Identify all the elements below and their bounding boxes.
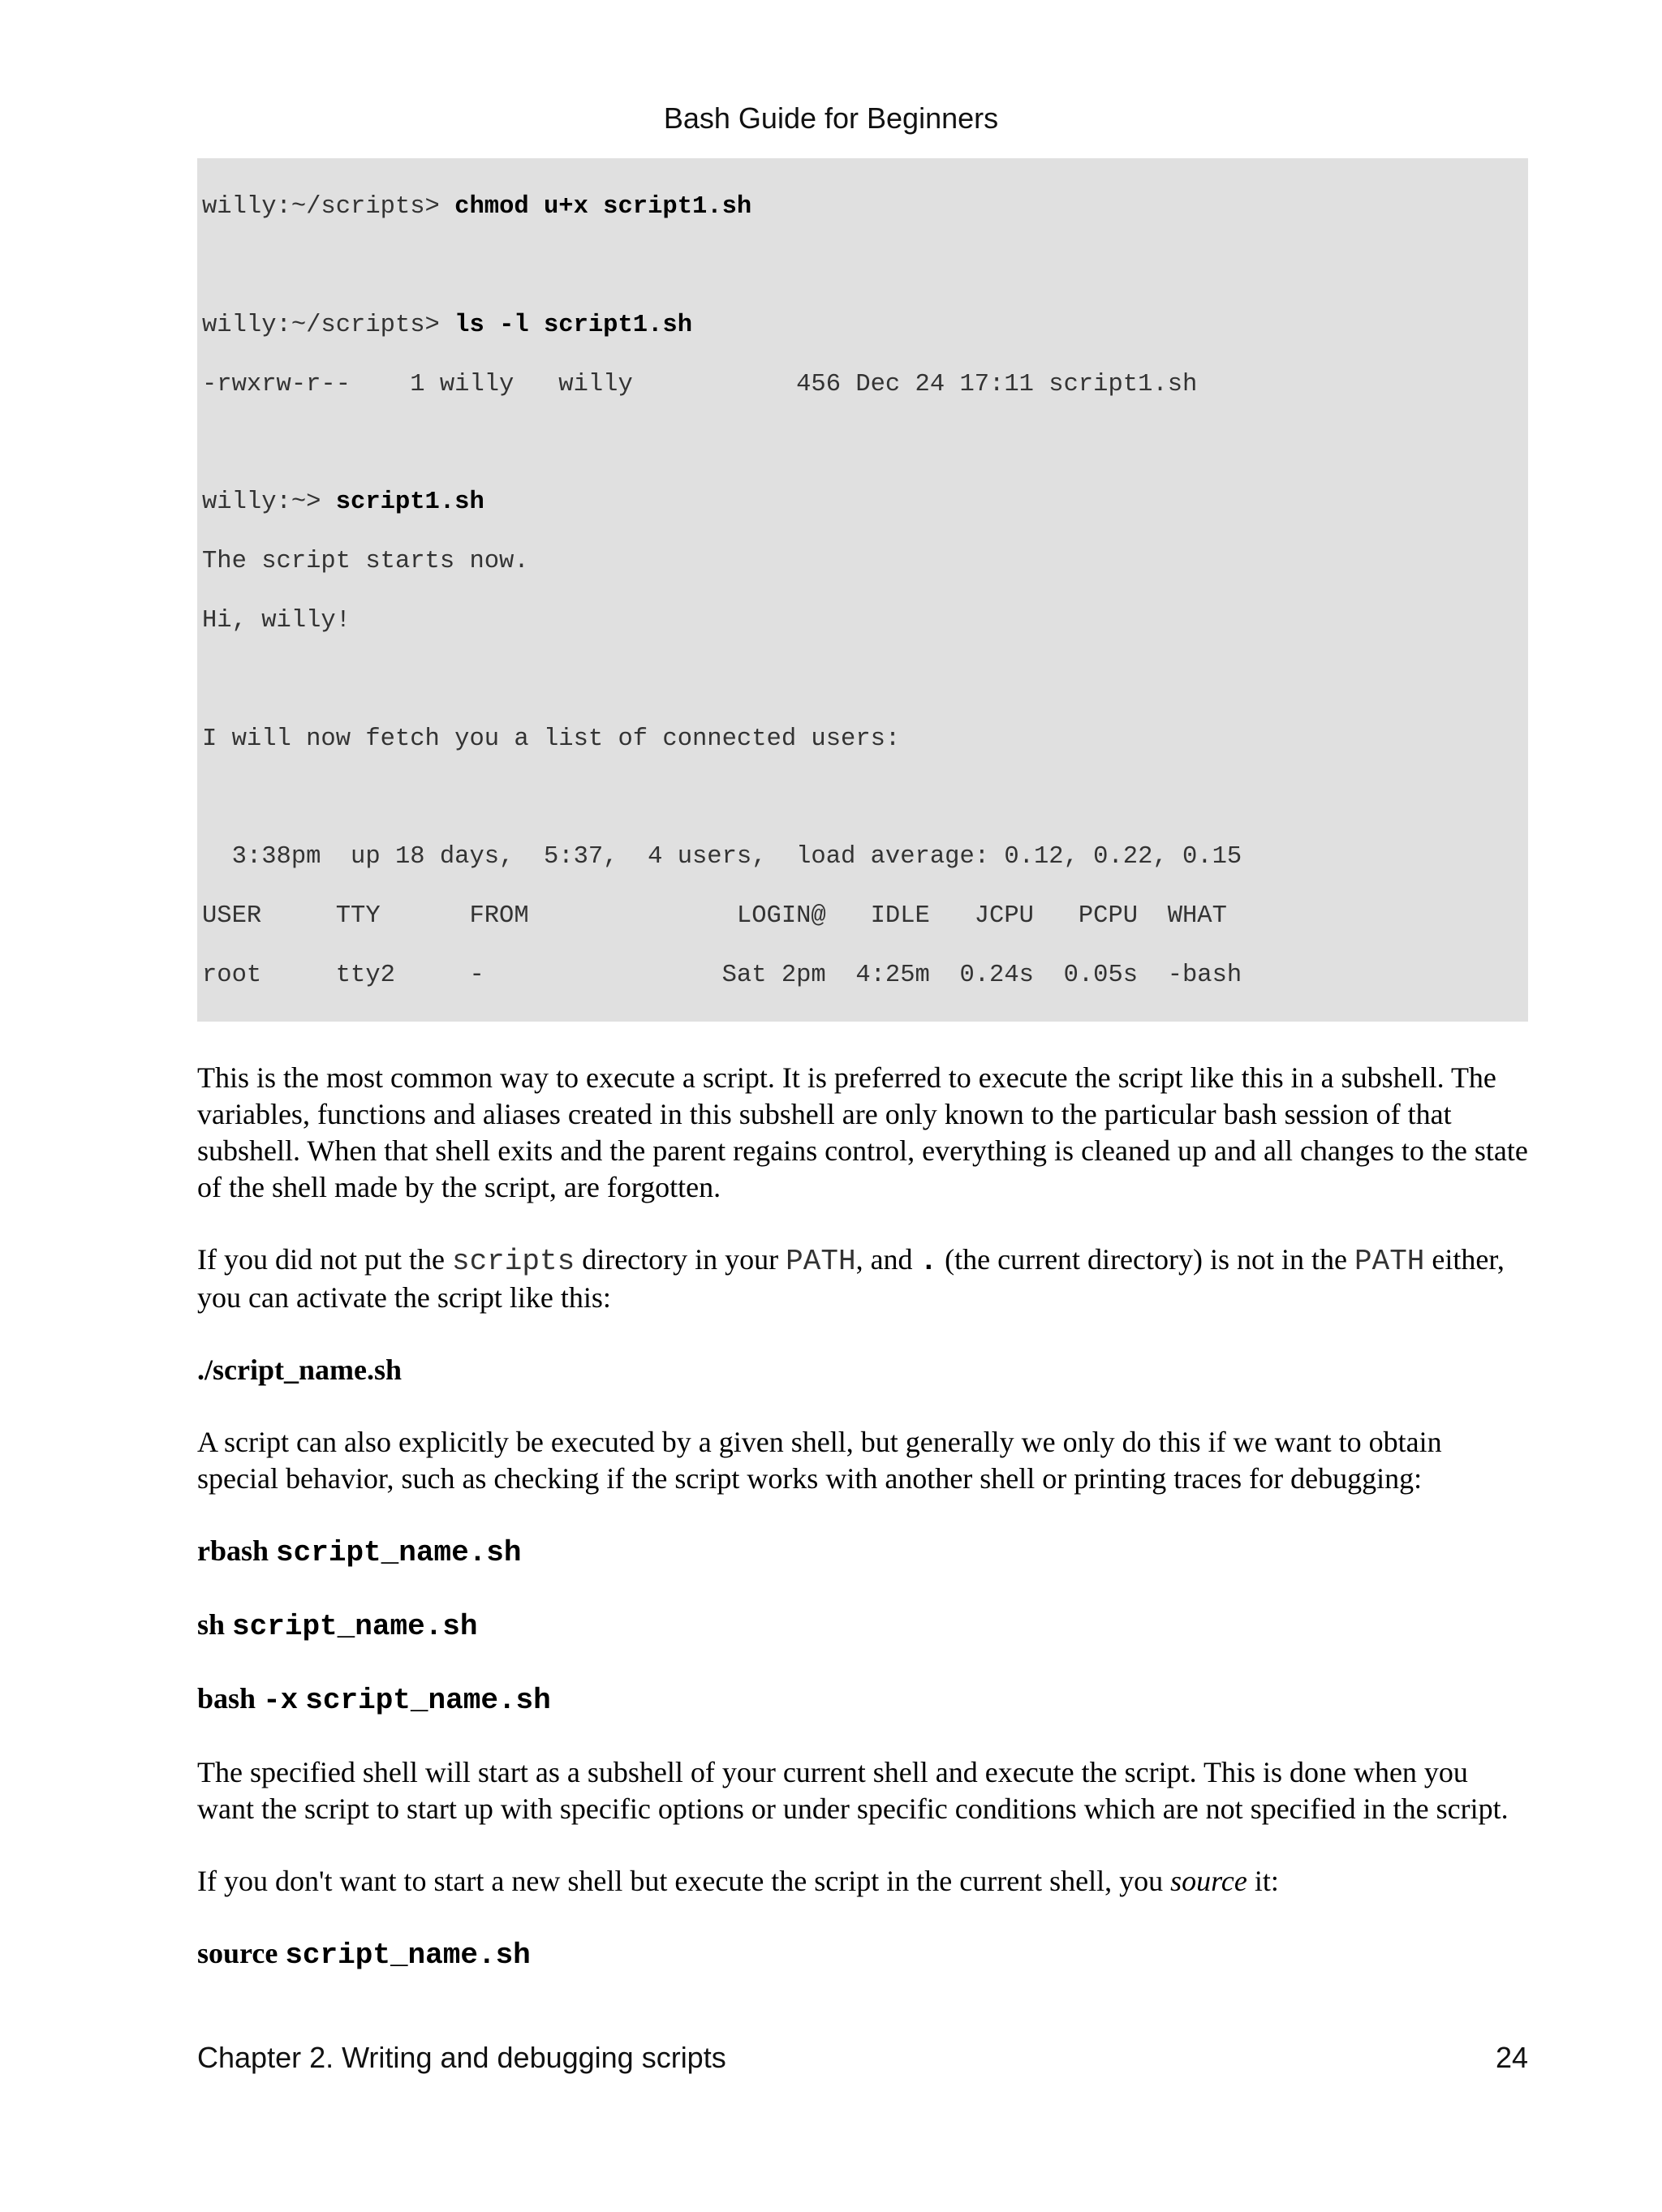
terminal-line [202, 252, 1528, 281]
prompt: willy:~> [202, 488, 336, 517]
command: ls -l script1.sh [454, 312, 693, 339]
terminal-line: -rwxrw-r-- 1 willy willy 456 Dec 24 17:11 script1.sh [202, 370, 1198, 398]
terminal-line [202, 311, 1528, 340]
command: script1.sh [335, 488, 484, 517]
command-example [197, 1935, 1528, 1973]
text: (the current directory) is not in the [937, 1243, 1354, 1276]
text: If you don't want to start a new shell but execute the script in the current shell, you [197, 1865, 1171, 1897]
terminal-line [202, 192, 1528, 222]
prompt: willy:~/scripts> [202, 193, 455, 222]
terminal-line: 3:38pm up 18 days, 5:37, 4 users, load average: 0.12, 0.22, 0.15 [202, 843, 1242, 871]
terminal-line: Hi, willy! [202, 606, 351, 635]
text: it: [1246, 1865, 1279, 1897]
page-footer [197, 2038, 1528, 2077]
paragraph-source [197, 1863, 1528, 1900]
code-scripts: scripts [451, 1245, 575, 1278]
command: chmod u+x script1.sh [454, 193, 752, 222]
command-shell: rbash [197, 1534, 277, 1567]
paragraph-subshell-start: The specified shell will start as a subshell of your current shell and execute the script. This is done when you want the script to start up with specific options or under specific conditions which are not specified in the script. [197, 1756, 1509, 1825]
text: either, you can activate the script like this: [197, 1243, 1505, 1314]
text: directory in your [575, 1243, 786, 1276]
command-example [197, 1607, 1528, 1645]
terminal-line: The script starts now. [202, 548, 529, 576]
command-example [197, 1533, 1528, 1571]
text [298, 1682, 305, 1715]
page-header: Bash Guide for Beginners [663, 101, 999, 135]
command-example: ./script_name.sh [197, 1353, 402, 1386]
terminal-output [197, 158, 1528, 1022]
command-shell: sh [197, 1608, 233, 1641]
command-option: -x [263, 1684, 299, 1717]
code-path: PATH [1354, 1245, 1425, 1278]
emphasis: source [1170, 1865, 1247, 1897]
terminal-line [202, 783, 1528, 812]
prompt: willy:~/scripts> [202, 312, 455, 339]
command-shell: bash [197, 1682, 264, 1715]
terminal-line [202, 1020, 1528, 1022]
main-content [197, 1060, 1528, 2009]
text: , and [855, 1243, 920, 1276]
terminal-line [202, 429, 1528, 458]
paragraph-path [197, 1242, 1528, 1316]
terminal-line [202, 488, 1528, 517]
page-number: 24 [1495, 2041, 1528, 2074]
paragraph-explicit-shell: A script can also explicitly be executed by a given shell, but generally we only do this if we want to obtain special behavior, such as checking if the script works with another shell or printing traces for debugging: [197, 1426, 1442, 1495]
code-dot: . [919, 1245, 938, 1278]
terminal-line: USER TTY FROM LOGIN@ IDLE JCPU PCPU WHAT [202, 902, 1227, 930]
code-path: PATH [786, 1245, 856, 1278]
command-arg: script_name.sh [232, 1610, 478, 1643]
command-example [197, 1681, 1528, 1719]
terminal-line [202, 665, 1528, 695]
text: If you did not put the [197, 1243, 452, 1276]
command-arg: script_name.sh [305, 1684, 551, 1717]
command-arg: script_name.sh [276, 1536, 522, 1569]
paragraph-subshell: This is the most common way to execute a script. It is preferred to execute the script like this in a subshell. The variables, functions and aliases created in this subshell are only known to the particular bash session of that subshell. When that shell exits and the parent regains control, everything is cleaned up and all changes to the state of the shell made by the script, are forgotten. [197, 1061, 1528, 1203]
terminal-line: root tty2 - Sat 2pm 4:25m 0.24s 0.05s -bash [202, 961, 1242, 989]
chapter-title: Chapter 2. Writing and debugging scripts [197, 2041, 726, 2074]
command-arg: script_name.sh [285, 1939, 531, 1972]
command-shell: source [197, 1937, 286, 1969]
terminal-line: I will now fetch you a list of connected users: [202, 725, 901, 753]
